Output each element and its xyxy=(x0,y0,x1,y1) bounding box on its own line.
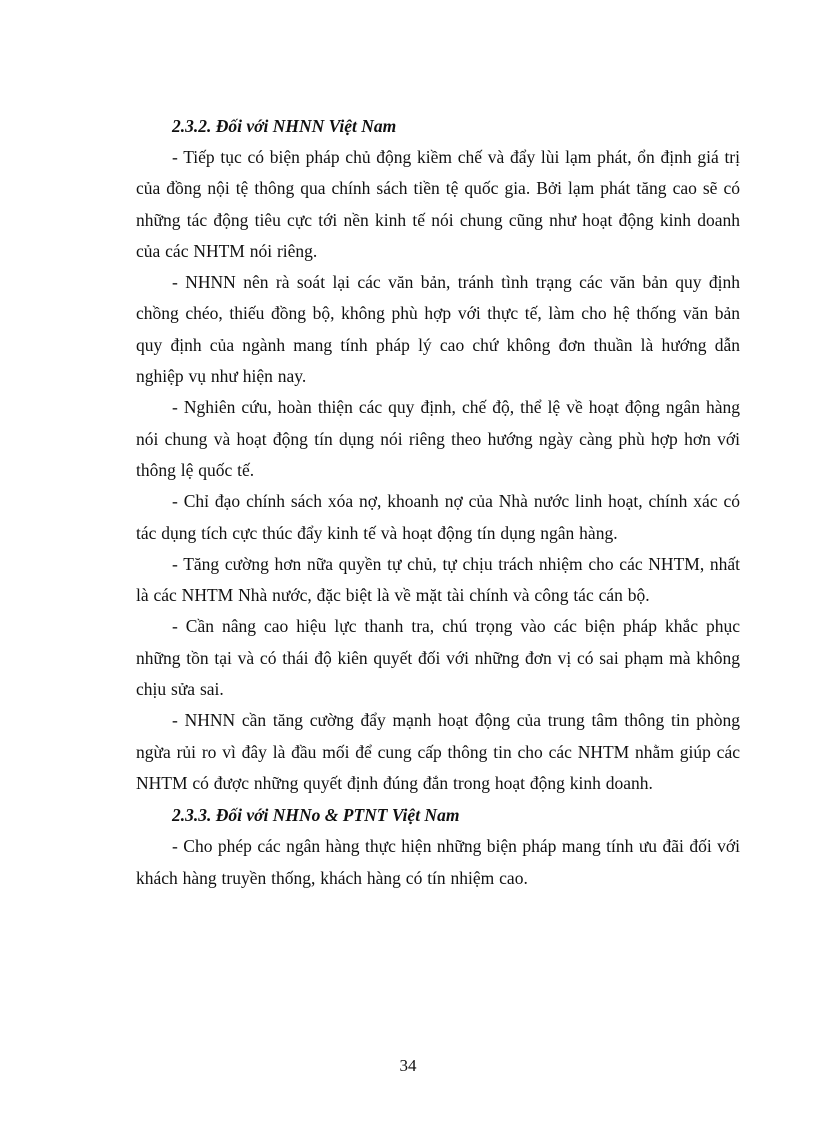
page-content xyxy=(136,110,740,894)
paragraph: - Tăng cường hơn nữa quyền tự chủ, tự chịu trách nhiệm cho các NHTM, nhất là các NHTM Nhà nước, đặc biệt là về mặt tài chính và công tác cán bộ. xyxy=(136,553,740,606)
section-heading-2-3-3: 2.3.3. Đối với NHNo & PTNT Việt Nam xyxy=(172,805,460,826)
paragraph: - Tiếp tục có biện pháp chủ động kiềm chế và đẩy lùi lạm phát, ổn định giá trị của đồng nội tệ thông qua chính sách tiền tệ quốc gia. Bởi lạm phát tăng cao sẽ có những tác động tiêu cực tới nền kinh tế nói chung cũng như hoạt động kinh doanh của các NHTM nói riêng. xyxy=(136,147,740,261)
paragraph: - Cho phép các ngân hàng thực hiện những biện pháp mang tính ưu đãi đối với khách hàng truyền thống, khách hàng có tín nhiệm cao. xyxy=(136,836,740,888)
paragraph: - Nghiên cứu, hoàn thiện các quy định, chế độ, thể lệ về hoạt động ngân hàng nói chung và hoạt động tín dụng nói riêng theo hướng ngày càng phù hợp hơn với thông lệ quốc tế. xyxy=(136,397,740,480)
page-number: 34 xyxy=(399,1056,417,1075)
paragraph: - Chỉ đạo chính sách xóa nợ, khoanh nợ của Nhà nước linh hoạt, chính xác có tác dụng tích cực thúc đẩy kinh tế và hoạt động tín dụng ngân hàng. xyxy=(136,491,740,543)
section-heading-2-3-2: 2.3.2. Đối với NHNN Việt Nam xyxy=(172,116,397,136)
paragraph: - NHNN nên rà soát lại các văn bản, tránh tình trạng các văn bản quy định chồng chéo, thiếu đồng bộ, không phù hợp với thực tế, làm cho hệ thống văn bản quy định của ngành mang tính pháp lý cao chứ không đơn thuần là hướng dẫn nghiệp vụ như hiện nay. xyxy=(136,272,740,387)
paragraph: - NHNN cần tăng cường đẩy mạnh hoạt động của trung tâm thông tin phòng ngừa rủi ro vì đây là đầu mối để cung cấp thông tin cho các NHTM nhằm giúp các NHTM có được những quyết định đúng đắn trong hoạt động kinh doanh. xyxy=(136,710,740,793)
paragraph: - Cần nâng cao hiệu lực thanh tra, chú trọng vào các biện pháp khắc phục những tồn tại và có thái độ kiên quyết đối với những đơn vị có sai phạm mà không chịu sửa sai. xyxy=(136,616,740,700)
